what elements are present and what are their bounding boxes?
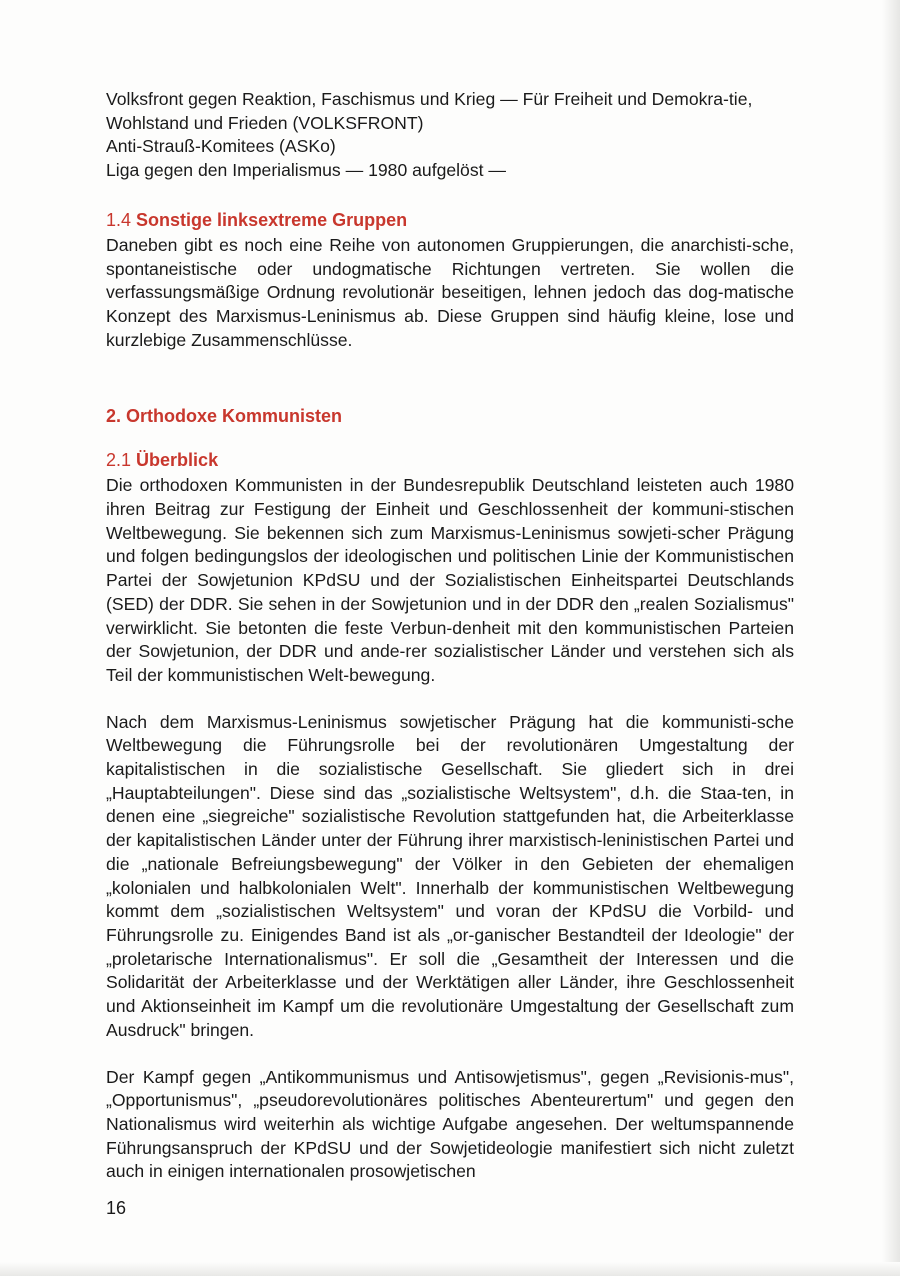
organization-line: Volksfront gegen Reaktion, Faschismus und Krieg — Für Freiheit und Demokra-tie, Wohlstand und Frieden (VOLKSFRONT) — [106, 89, 753, 133]
section-title: Überblick — [136, 450, 219, 471]
page-bottom-shadow — [0, 1262, 900, 1276]
organization-list — [106, 88, 794, 183]
section-number: 1.4 — [106, 209, 132, 230]
organization-line: Liga gegen den Imperialismus — 1980 aufgelöst — — [106, 160, 507, 181]
section-title: Sonstige linksextreme Gruppen — [136, 209, 408, 230]
page-content — [106, 88, 794, 1184]
chapter-heading: 2. Orthodoxe Kommunisten — [106, 406, 343, 427]
page-edge-shadow — [882, 0, 900, 1276]
section-heading — [106, 208, 794, 232]
organization-line: Anti-Strauß-Komitees (ASKo) — [106, 136, 336, 157]
section-number: 2.1 — [106, 450, 132, 471]
body-paragraph: Nach dem Marxismus-Leninismus sowjetischer Prägung hat die kommunisti-sche Weltbewegung die Führungsrolle bei der revolutionären Umgestaltung der kapitalistischen in die sozialistische Gesellschaft. Sie gliedert sich in drei „Hauptabteilungen". Diese sind das „sozialistische Weltsystem", d.h. die Staa-ten, in denen eine „siegreiche" sozialistische Revolution stattgefunden hat, die Arbeiterklasse der kapitalistischen Länder unter der Führung ihrer marxistisch-leninistischen Partei und die „nationale Befreiungsbewegung" der Völker in den Gebieten der ehemaligen „kolonialen und halbkolonialen Welt". Innerhalb der kommunistischen Weltbewegung kommt dem „sozialistischen Weltsystem" und voran der KPdSU die Vorbild- und Führungsrolle zu. Einigendes Band ist als „or-ganischer Bestandteil der Ideologie" der „proletarische Internationalismus". Er soll die „Gesamtheit der Interessen und die Solidarität der Arbeiterklasse und der Werktätigen aller Länder, ihre Geschlossenheit und Aktionseinheit im Kampf um die revolutionäre Umgestaltung der Gesellschaft zum Ausdruck" bringen. — [106, 711, 794, 1040]
body-paragraph: Daneben gibt es noch eine Reihe von autonomen Gruppierungen, die anarchisti-sche, spontaneistische oder undogmatische Richtungen vertreten. Sie wollen die verfassungsmäßige Ordnung revolutionär beseitigen, lehnen jedoch das dog-matische Konzept des Marxismus-Leninismus ab. Diese Gruppen sind häufig kleine, lose und kurzlebige Zusammenschlüsse. — [106, 234, 794, 350]
page-number: 16 — [106, 1198, 127, 1218]
body-paragraph: Die orthodoxen Kommunisten in der Bundesrepublik Deutschland leisteten auch 1980 ihren Beitrag zur Festigung der Einheit und Geschlossenheit der kommuni-stischen Weltbewegung. Sie bekennen sich zum Marxismus-Leninismus sowjeti-scher Prägung und folgen bedingungslos der ideologischen und politischen Linie der Kommunistischen Partei der Sowjetunion KPdSU und der Sozialistischen Einheitspartei Deutschlands (SED) der DDR. Sie sehen in der Sowjetunion und in der DDR den „realen Sozialismus" verwirklicht. Sie betonten die feste Verbun-denheit mit den kommunistischen Parteien der Sowjetunion, der DDR und ande-rer sozialistischer Länder und verstehen sich als Teil der kommunistischen Welt-bewegung. — [106, 475, 794, 685]
section-heading — [106, 448, 794, 472]
body-paragraph: Der Kampf gegen „Antikommunismus und Antisowjetismus", gegen „Revisionis-mus", „Opportunismus", „pseudorevolutionäres politisches Abenteurertum" und gegen den Nationalismus wird weiterhin als wichtige Aufgabe angesehen. Der weltumspannende Führungsanspruch der KPdSU und der Sowjetideologie manifestiert sich nicht zuletzt auch in einigen internationalen prosowjetischen — [106, 1066, 794, 1182]
